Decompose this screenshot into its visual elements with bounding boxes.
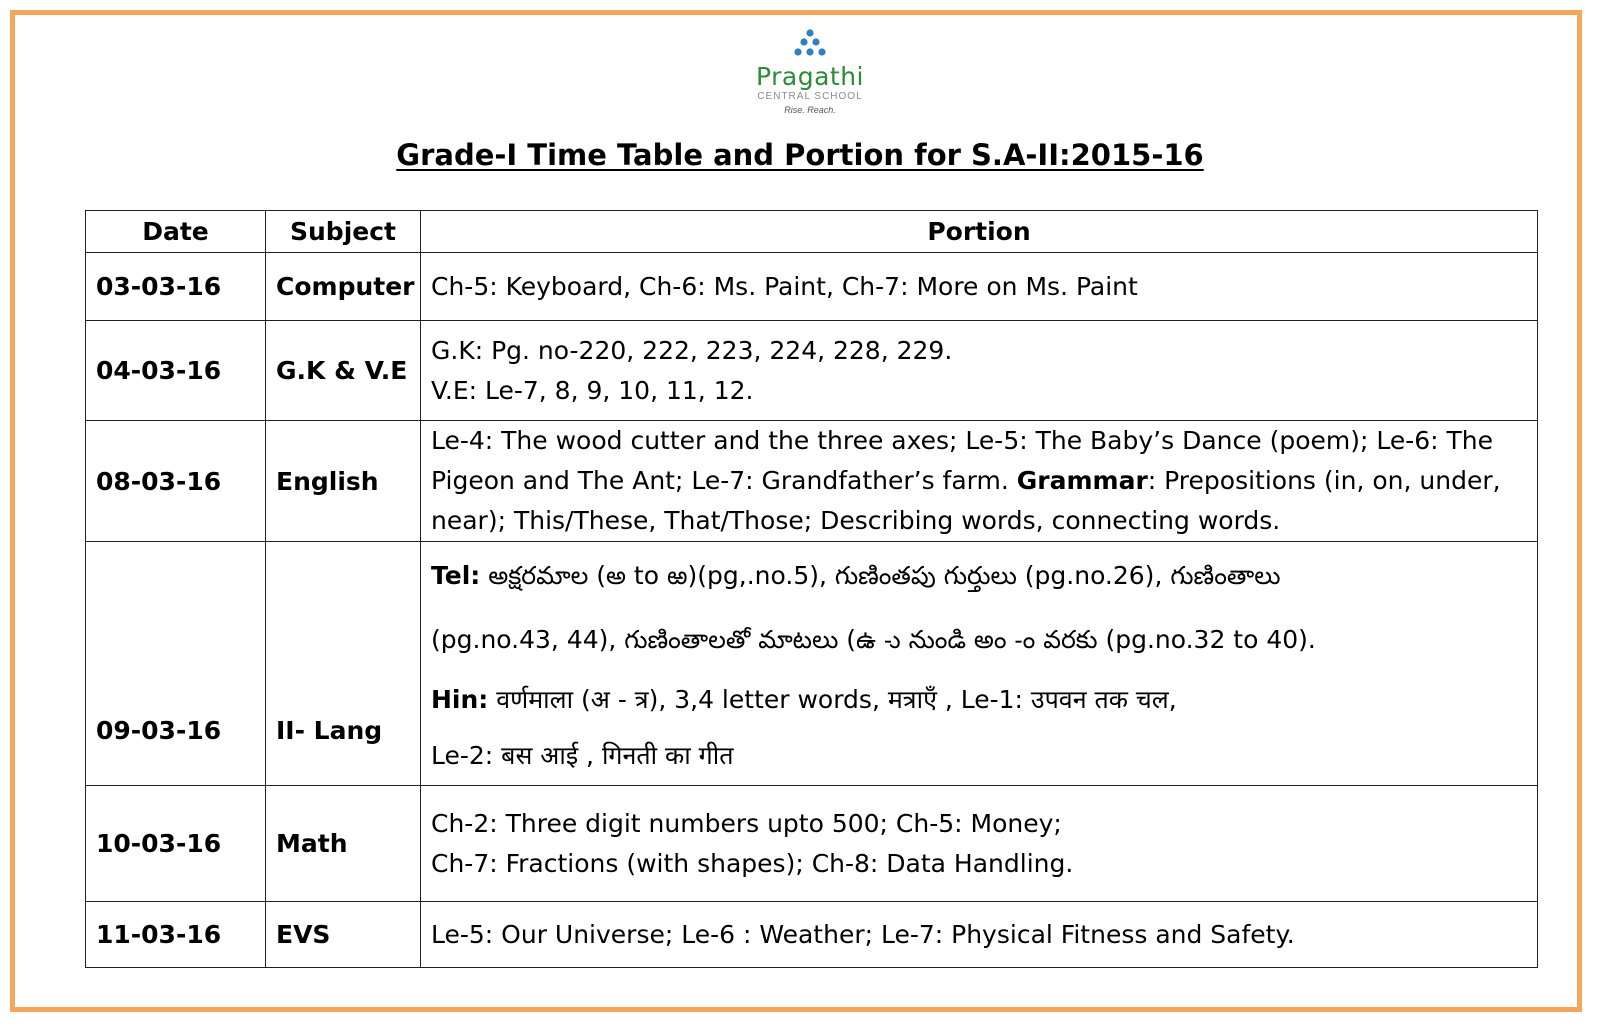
- school-name: Pragathi: [755, 62, 865, 91]
- row-subject: English: [266, 421, 421, 542]
- row-subject: Math: [266, 786, 421, 902]
- telugu-text: అక్షరమాల (అ to ఱ)(pg,.no.5), గుణింతపు గుర్తులు (pg.no.26), గుణింతాలు: [480, 560, 1281, 590]
- dots-logo-icon: [788, 28, 832, 62]
- header-subject: Subject: [266, 211, 421, 253]
- row-portion: [421, 421, 1538, 542]
- telugu-line: (pg.no.43, 44), గుణింతాలతో మాటలు (ఉ -ు నుండి అం -ం వరకు (pg.no.32 to 40).: [431, 624, 1316, 654]
- row-subject: EVS: [266, 902, 421, 968]
- row-subject: Computer: [266, 253, 421, 321]
- logo-dot: [818, 48, 825, 55]
- telugu-line: [431, 544, 1527, 608]
- header-portion: Portion: [421, 211, 1538, 253]
- row-date: 04-03-16: [86, 321, 266, 421]
- portion-line: G.K: Pg. no-220, 222, 223, 224, 228, 229.: [431, 335, 953, 365]
- row-date: 09-03-16: [86, 542, 266, 786]
- logo-dot: [806, 29, 813, 36]
- hindi-text: वर्णमाला (अ - त्र), 3,4 letter words, मत्राएँ , Le-1: उपवन तक चल,: [488, 684, 1177, 714]
- table-row: [86, 253, 1538, 321]
- logo-dot: [794, 48, 801, 55]
- row-portion: Le-5: Our Universe; Le-6 : Weather; Le-7: Physical Fitness and Safety.: [421, 902, 1538, 968]
- row-subject: II- Lang: [266, 542, 421, 786]
- logo-dot: [800, 38, 807, 45]
- portion-line: Ch-2: Three digit numbers upto 500; Ch-5: Money;: [431, 808, 1062, 838]
- table-row: [86, 421, 1538, 542]
- timetable: [85, 210, 1538, 968]
- row-subject: G.K & V.E: [266, 321, 421, 421]
- table-row: [86, 902, 1538, 968]
- telugu-label: Tel:: [431, 560, 481, 590]
- grammar-label: Grammar: [1016, 466, 1148, 495]
- portion-text: Le-4: The wood cutter and the three axes; Le-5: The Baby’s Dance (poem); Le-6: The Pigeon and The Ant; Le-7: Grandfather’s farm.: [431, 426, 1494, 495]
- hindi-line: [431, 672, 1527, 728]
- row-date: 11-03-16: [86, 902, 266, 968]
- logo-dot: [812, 38, 819, 45]
- school-logo: [0, 28, 1600, 116]
- row-portion: [421, 321, 1538, 421]
- header-date: Date: [86, 211, 266, 253]
- logo-dot: [806, 48, 813, 55]
- row-date: 03-03-16: [86, 253, 266, 321]
- school-tagline: Rise. Reach.: [784, 105, 836, 115]
- portion-line: Ch-7: Fractions (with shapes); Ch-8: Data Handling.: [431, 848, 1074, 878]
- row-portion: [421, 542, 1538, 786]
- table-header-row: [86, 211, 1538, 253]
- table-row: [86, 542, 1538, 786]
- row-date: 10-03-16: [86, 786, 266, 902]
- portion-text: : Prepositions (in, on, under, near); This/These, That/Those; Describing words, connecting words.: [431, 466, 1501, 535]
- table-row: [86, 321, 1538, 421]
- table-row: [86, 786, 1538, 902]
- hindi-label: Hin:: [431, 684, 489, 714]
- school-subtitle: CENTRAL SCHOOL: [757, 91, 863, 102]
- portion-line: V.E: Le-7, 8, 9, 10, 11, 12.: [431, 375, 754, 405]
- row-portion: [421, 786, 1538, 902]
- hindi-line: Le-2: बस आई , गिनती का गीत: [431, 740, 734, 770]
- row-date: 08-03-16: [86, 421, 266, 542]
- row-portion: Ch-5: Keyboard, Ch-6: Ms. Paint, Ch-7: More on Ms. Paint: [421, 253, 1538, 321]
- page-title: Grade-I Time Table and Portion for S.A-II:2015-16: [396, 138, 1204, 172]
